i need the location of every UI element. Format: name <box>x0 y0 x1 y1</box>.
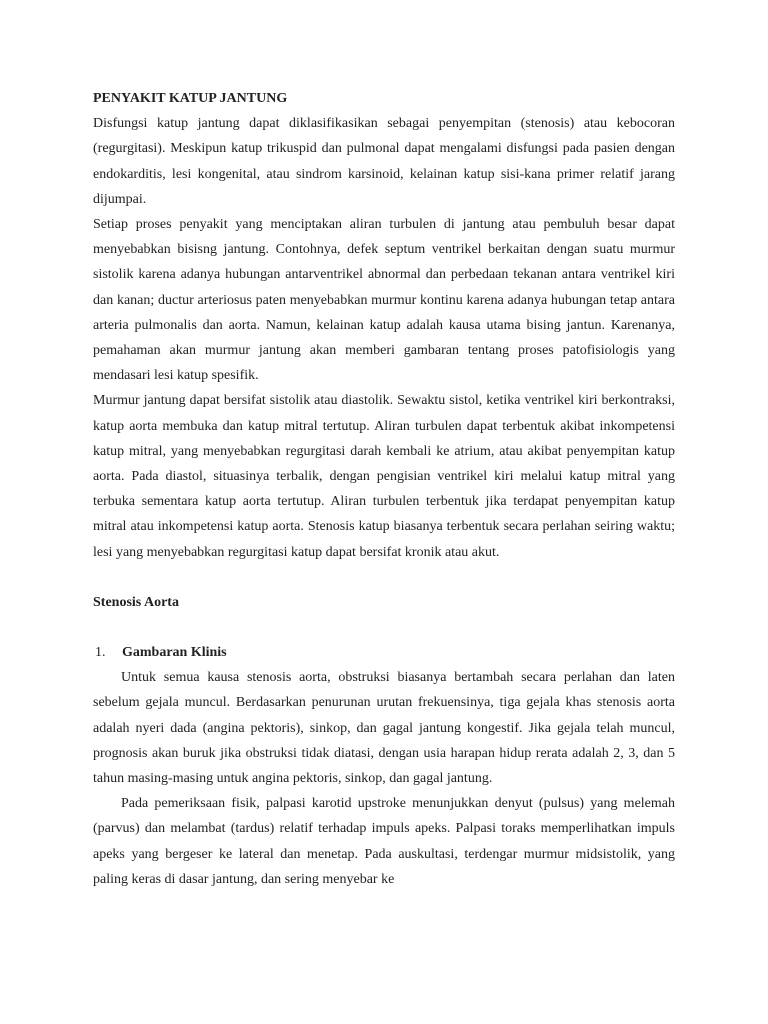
section-title: Stenosis Aorta <box>93 594 179 610</box>
document-title: PENYAKIT KATUP JANTUNG <box>93 91 288 106</box>
paragraph-clinical-symptoms: Untuk semua kausa stenosis aorta, obstruksi biasanya bertambah secara perlahan dan laten sebelum gejala muncul. Berdasarkan penurunan urutan frekuensinya, tiga gejala khas stenosis aorta adalah nyeri dada (angina pektoris), sinkop, dan gagal jantung kongestif. Jika gejala telah muncul, prognosis akan buruk jika obstruksi tidak diatasi, dengan usia harapan hidup rerata adalah 2, 3, dan 5 tahun masing-masing untuk angina pektoris, sinkop, dan gagal jantung. <box>93 670 675 787</box>
paragraph-murmur-types: Murmur jantung dapat bersifat sistolik atau diastolik. Sewaktu sistol, ketika ventrikel kiri berkontraksi, katup aorta membuka dan katup mitral tertutup. Aliran turbulen dapat terbentuk akibat inkompetensi katup mitral, yang menyebabkan regurgitasi darah kembali ke atrium, atau akibat penyempitan katup aorta. Pada diastol, situasinya terbalik, dengan pengisian ventrikel kiri melalui katup mitral yang terbuka sementara katup aorta tertutup. Aliran turbulen terbentuk jika terdapat penyempitan katup mitral atau inkompetensi katup aorta. Stenosis katup biasanya terbentuk secara perlahan seiring waktu; lesi yang menyebabkan regurgitasi katup dapat bersifat kronik atau akut. <box>93 393 675 560</box>
paragraph-physical-exam: Pada pemeriksaan fisik, palpasi karotid upstroke menunjukkan denyut (pulsus) yang melemah (parvus) dan melambat (tardus) relatif terhadap impuls apeks. Palpasi toraks memperlihatkan impuls apeks yang bergeser ke lateral dan menetap. Pada auskultasi, terdengar murmur midsistolik, yang paling keras di dasar jantung, dan sering menyebar ke <box>93 796 675 887</box>
paragraph-turbulent-flow: Setiap proses penyakit yang menciptakan aliran turbulen di jantung atau pembuluh besar dapat menyebabkan bisisng jantung. Contohnya, defek septum ventrikel berkaitan dengan suatu murmur sistolik karena adanya hubungan antarventrikel abnormal dan perbedaan tekanan antara ventrikel kiri dan kanan; ductur arteriosus paten menyebabkan murmur kontinu karena adanya hubungan tetap antara arteria pulmonalis dan aorta. Namun, kelainan katup adalah kausa utama bising jantun. Karenanya, pemahaman akan murmur jantung akan memberi gambaran tentang proses patofisiologis yang mendasari lesi katup spesifik. <box>93 217 675 384</box>
list-item-clinical-features <box>93 640 675 665</box>
list-item-number: 1. <box>95 645 106 661</box>
paragraph-intro: Disfungsi katup jantung dapat diklasifikasikan sebagai penyempitan (stenosis) atau kebocoran (regurgitasi). Meskipun katup trikuspid dan pulmonal dapat mengalami disfungsi pada pasien dengan endokarditis, lesi kongenital, atau sindrom karsinoid, kelainan katup sisi-kana primer relatif jarang dijumpai. <box>93 116 675 207</box>
document-page <box>93 86 675 892</box>
list-item-body <box>93 665 675 892</box>
list-item-title: Gambaran Klinis <box>122 645 227 661</box>
